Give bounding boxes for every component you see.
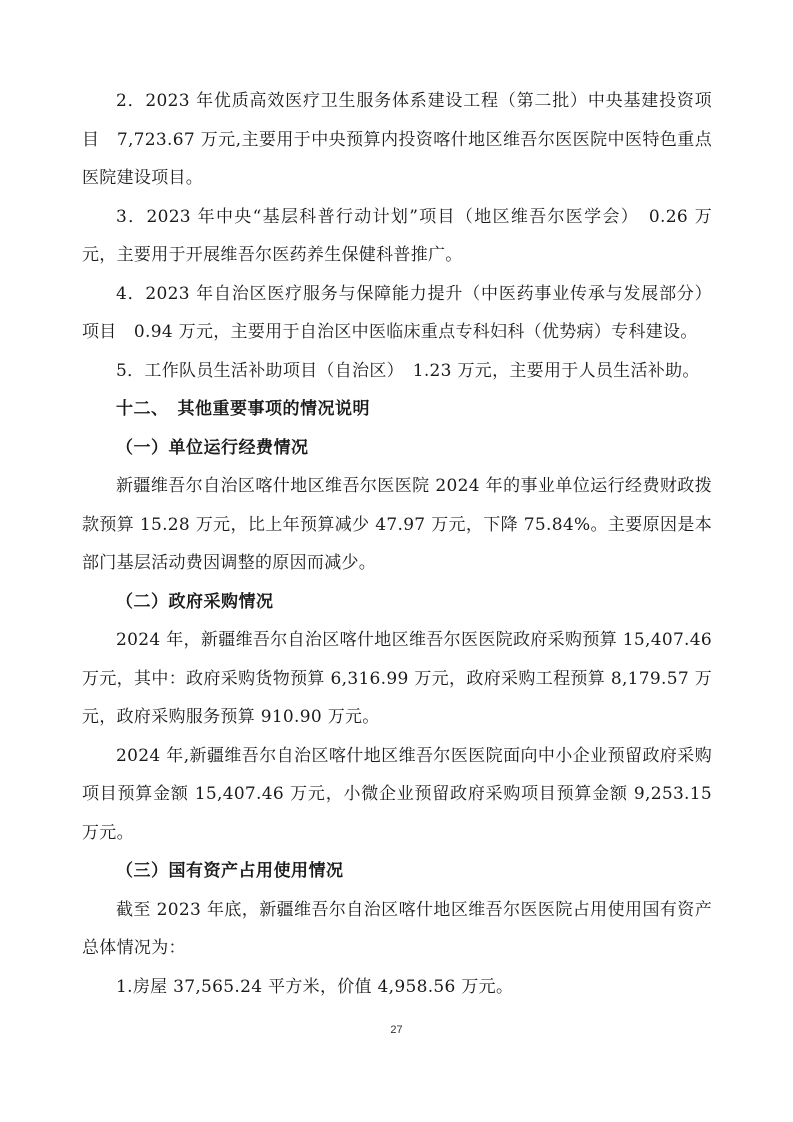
paragraph-state-assets: 截至 2023 年底，新疆维吾尔自治区喀什地区维吾尔医医院占用使用国有资产总体情况为：	[82, 899, 712, 958]
subheading-procurement: （二）政府采购情况	[116, 591, 274, 612]
page-number: 27	[390, 1024, 403, 1036]
paragraph-item-3: 3．2023 年中央“基层科普行动计划”项目（地区维吾尔医学会） 0.26 万元，主要用于开展维吾尔医药养生保健科普推广。	[82, 206, 712, 265]
subheading-state-assets: （三）国有资产占用使用情况	[116, 861, 344, 881]
section-heading-12: 十二、 其他重要事项的情况说明	[116, 399, 370, 419]
paragraph-procurement-sme: 2024 年,新疆维吾尔自治区喀什地区维吾尔医医院面向中小企业预留政府采购项目预算金额 15,407.46 万元，小微企业预留政府采购项目预算金额 9,253.15 万元。	[82, 745, 712, 843]
document-page	[82, 82, 712, 1006]
paragraph-operating-funds: 新疆维吾尔自治区喀什地区维吾尔医医院 2024 年的事业单位运行经费财政拨款预算 15.28 万元，比上年预算减少 47.97 万元，下降 75.84%。主要原因是本部门基层活动费因调整的原因而减少。	[82, 476, 712, 573]
paragraph-procurement-budget: 2024 年，新疆维吾尔自治区喀什地区维吾尔医医院政府采购预算 15,407.46 万元，其中：政府采购货物预算 6,316.99 万元，政府采购工程预算 8,179.57 万元，政府采购服务预算 910.90 万元。	[82, 630, 712, 727]
paragraph-item-2: 2．2023 年优质高效医疗卫生服务体系建设工程（第二批）中央基建投资项目 7,723.67 万元,主要用于中央预算内投资喀什地区维吾尔医医院中医特色重点医院建设项目。	[82, 91, 712, 188]
paragraph-housing: 1.房屋 37,565.24 平方米，价值 4,958.56 万元。	[116, 976, 514, 997]
paragraph-item-4: 4．2023 年自治区医疗服务与保障能力提升（中医药事业传承与发展部分）项目 0.94 万元，主要用于自治区中医临床重点专科妇科（优势病）专科建设。	[82, 283, 712, 342]
subheading-operating-funds: （一）单位运行经费情况	[116, 437, 309, 458]
paragraph-item-5: 5．工作队员生活补助项目（自治区） 1.23 万元，主要用于人员生活补助。	[116, 360, 700, 381]
